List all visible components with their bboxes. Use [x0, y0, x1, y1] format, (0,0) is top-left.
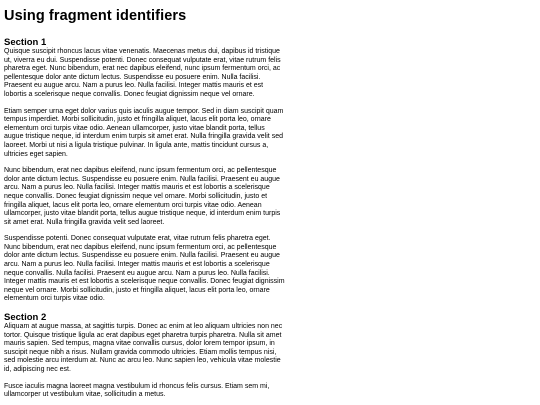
paragraph: Etiam semper urna eget dolor varius quis iaculis augue tempor. Sed in diam suscipit quam tempus imperdiet. Morbi sollicitudin, justo et fringilla aliquet, lacus elit porta leo, ornare elementum orci turpis vitae odio. Aenean ullamcorper, justo vitae blandit porta, tellus augue tristique neque, id interdum enim turpis sit amet erat. Nulla fringilla gravida velit sed laoreet. Morbi ut nisi a ligula tristique pulvinar. In ligula ante, mattis tincidunt cursus a, ultricies eget sapien. — [4, 107, 284, 158]
section-heading: Section 1 — [4, 37, 47, 48]
section-1 — [4, 37, 286, 304]
paragraph: Nunc bibendum, erat nec dapibus eleifend, nunc ipsum fermentum orci, ac pellentesque dolor ante dictum lectus. Suspendisse eu posuere enim. Nulla facilisi. Praesent eu augue arcu. Nam a purus leo. Nulla facilisi. Integer mattis mauris et est lobortis a scelerisque neque convallis. Donec feugiat dignissim neque vel ornare. Morbi sollicitudin, justo et fringilla aliquet, lacus elit porta leo, ornare elementum orci turpis vitae odio. Aenean ullamcorper, justo vitae blandit porta, tellus augue tristique neque, id interdum enim turpis sit amet erat. Nulla fringilla gravida velit sed laoreet. — [4, 167, 281, 226]
paragraph: Fusce iaculis magna laoreet magna vestibulum id rhoncus felis cursus. Etiam sem mi, ullamcorper ut vestibulum vitae, sollicitudin a metus. — [4, 382, 270, 399]
section-2 — [4, 312, 286, 400]
paragraph: Suspendisse potenti. Donec consequat vulputate erat, vitae rutrum felis pharetra eget. Nunc bibendum, erat nec dapibus eleifend, nunc ipsum fermentum orci, ac pellentesque dolor ante dictum lectus. Suspendisse eu posuere enim. Nulla facilisi. Praesent eu augue arcu. Nam a purus leo. Nulla facilisi. Integer mattis mauris et est lobortis a scelerisque neque convallis. Nulla facilisi. Praesent eu augue arcu. Nam a purus leo. Nulla facilisi. Integer mattis mauris et est lobortis a scelerisque neque convallis. Donec feugiat dignissim neque vel ornare. Morbi sollicitudin, justo et fringilla aliquet, lacus elit porta leo, ornare elementum orci turpis vitae odio. — [4, 235, 285, 303]
page-title: Using fragment identifiers — [4, 8, 187, 24]
section-heading: Section 2 — [4, 312, 47, 324]
paragraph: Aliquam at augue massa, at sagittis turpis. Donec ac enim at leo aliquam ultricies non nec tortor. Quisque tristique ligula ac erat dapibus eget pharetra turpis pharetra. Nulla sit amet mauris sapien. Sed tempus, magna vitae convallis cursus, dolor lorem tempor ipsum, in suscipit neque nibh a risus. Nullam gravida commodo ultricies. Etiam mollis tempus nisi, sed molestie arcu interdum at. Nunc ac arcu leo. Nunc sapien leo, vehicula vitae molestie id, adipiscing nec est. — [4, 323, 283, 373]
paragraph: Quisque suscipit rhoncus lacus vitae venenatis. Maecenas metus dui, dapibus id tristique ut, viverra eu dui. Suspendisse potenti. Donec consequat vulputate erat, vitae rutrum felis pharetra eget. Nunc bibendum, erat nec dapibus eleifend, nunc ipsum fermentum orci, ac pellentesque dolor ante dictum lectus. Suspendisse eu posuere enim. Nulla facilisi. Praesent eu augue arcu. Nam a purus leo. Nulla facilisi. Integer mattis mauris et est lobortis a scelerisque neque convallis. Donec feugiat dignissim neque vel ornare. — [4, 48, 281, 98]
document-page — [4, 0, 286, 400]
